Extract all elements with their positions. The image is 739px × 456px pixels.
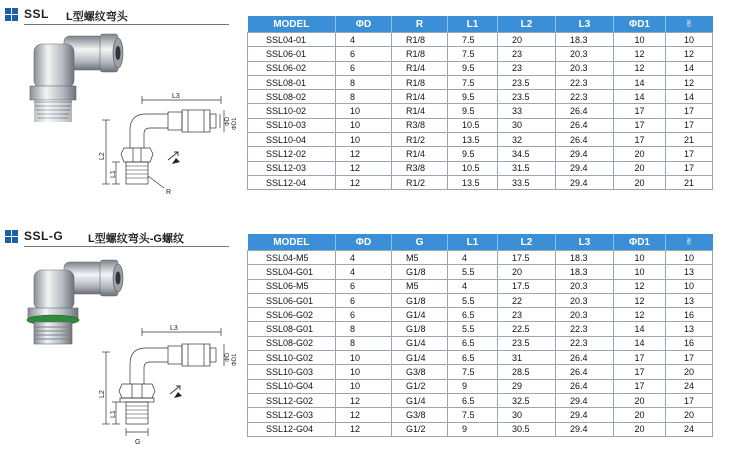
table-cell: 7.5 <box>448 365 498 379</box>
table-cell: SSL08-01 <box>248 75 336 89</box>
table-row <box>248 147 713 161</box>
table-cell: M5 <box>392 279 448 293</box>
dim-l2-label: L2 <box>99 152 106 160</box>
table-cell: G1/4 <box>392 308 448 322</box>
table-cell: 6.5 <box>448 308 498 322</box>
table-cell: R1/4 <box>392 147 448 161</box>
table-cell: SSL10-03 <box>248 118 336 132</box>
table-cell: 18.3 <box>556 265 614 279</box>
table-cell: 17 <box>614 133 666 147</box>
table-cell: R3/8 <box>392 161 448 175</box>
table-cell: R1/4 <box>392 104 448 118</box>
table-cell: SSL04-01 <box>248 33 336 47</box>
table-cell: R1/8 <box>392 75 448 89</box>
table-cell: 17 <box>666 104 713 118</box>
table-cell: 23.5 <box>498 90 556 104</box>
section-marker-icon <box>5 15 11 21</box>
table-cell: 20 <box>614 408 666 422</box>
dim-d1-label: ΦD1 <box>232 117 238 130</box>
table-row <box>248 175 713 189</box>
table-cell: 6.5 <box>448 336 498 350</box>
table-cell: 14 <box>666 61 713 75</box>
table-cell: 10.5 <box>448 161 498 175</box>
table-cell: 26.4 <box>556 118 614 132</box>
table-cell: 10 <box>666 33 713 47</box>
table-cell: 20 <box>614 175 666 189</box>
table-cell: G1/8 <box>392 293 448 307</box>
table-cell: 29.4 <box>556 393 614 407</box>
table-cell: 26.4 <box>556 379 614 393</box>
table-cell: 6 <box>336 293 392 307</box>
table-cell: M5 <box>392 251 448 265</box>
table-cell: G3/8 <box>392 365 448 379</box>
table-cell: R1/2 <box>392 175 448 189</box>
table-cell: 6 <box>336 308 392 322</box>
section-name: L型螺纹弯头-G螺纹 <box>88 233 184 245</box>
table-cell: 13 <box>666 265 713 279</box>
spec-table-ssl <box>247 16 713 190</box>
section-marker-icon <box>12 8 18 14</box>
col-header-d1: ΦD1 <box>614 16 666 33</box>
table-cell: 20 <box>614 147 666 161</box>
table-cell: 12 <box>666 75 713 89</box>
table-cell: 4 <box>336 33 392 47</box>
table-cell: 9 <box>448 422 498 436</box>
table-cell: 23.5 <box>498 75 556 89</box>
table-cell: 18.3 <box>556 251 614 265</box>
table-cell: R1/8 <box>392 47 448 61</box>
col-header-model: MODEL <box>248 16 336 33</box>
table-cell: SSL12-G03 <box>248 408 336 422</box>
col-header-l3: L3 <box>556 16 614 33</box>
table-cell: 13 <box>666 322 713 336</box>
table-cell: 13.5 <box>448 133 498 147</box>
table-cell: SSL04-G01 <box>248 265 336 279</box>
table-cell: 30.5 <box>498 422 556 436</box>
table-cell: 10 <box>336 133 392 147</box>
table-cell: 23 <box>498 47 556 61</box>
table-cell: SSL10-04 <box>248 133 336 147</box>
table-cell: 8 <box>336 90 392 104</box>
table-cell: 6 <box>336 47 392 61</box>
table-row <box>248 293 713 307</box>
table-cell: 6.5 <box>448 393 498 407</box>
table-cell: 10 <box>336 118 392 132</box>
table-cell: 10 <box>336 104 392 118</box>
table-cell: 30 <box>498 118 556 132</box>
table-cell: 29.4 <box>556 175 614 189</box>
table-cell: 18.3 <box>556 33 614 47</box>
table-row <box>248 118 713 132</box>
col-header-l1: L1 <box>448 16 498 33</box>
table-cell: SSL12-02 <box>248 147 336 161</box>
table-cell: 17 <box>666 393 713 407</box>
dim-l2-label: L2 <box>99 390 106 398</box>
table-cell: 30 <box>498 408 556 422</box>
table-cell: 17 <box>614 104 666 118</box>
table-cell: 12 <box>614 308 666 322</box>
table-cell: 4 <box>448 251 498 265</box>
section-divider <box>24 246 229 247</box>
table-cell: 20 <box>666 365 713 379</box>
table-row <box>248 90 713 104</box>
table-row <box>248 422 713 436</box>
table-cell: SSL06-01 <box>248 47 336 61</box>
table-cell: G1/2 <box>392 422 448 436</box>
table-cell: SSL10-G02 <box>248 351 336 365</box>
table-cell: 20.3 <box>556 308 614 322</box>
table-cell: G1/4 <box>392 336 448 350</box>
table-row <box>248 393 713 407</box>
table-cell: 28.5 <box>498 365 556 379</box>
table-cell: G1/4 <box>392 351 448 365</box>
table-cell: 12 <box>336 147 392 161</box>
table-cell: 22.3 <box>556 322 614 336</box>
table-cell: 21 <box>666 175 713 189</box>
table-cell: 17 <box>666 161 713 175</box>
table-cell: 23 <box>498 308 556 322</box>
table-row <box>248 265 713 279</box>
section-divider <box>24 24 229 25</box>
table-cell: 14 <box>666 90 713 104</box>
table-cell: 12 <box>336 408 392 422</box>
table-row <box>248 379 713 393</box>
table-cell: 12 <box>614 293 666 307</box>
table-cell: 20 <box>666 408 713 422</box>
section-name: L型螺纹弯头 <box>66 11 128 23</box>
table-cell: 17.5 <box>498 279 556 293</box>
table-cell: 22.3 <box>556 90 614 104</box>
table-cell: 26.4 <box>556 104 614 118</box>
table-row <box>248 104 713 118</box>
table-cell: SSL08-G01 <box>248 322 336 336</box>
table-cell: 21 <box>666 133 713 147</box>
table-cell: 8 <box>336 75 392 89</box>
table-cell: 17 <box>614 365 666 379</box>
dim-d1-label: ΦD1 <box>232 353 238 366</box>
table-cell: 23 <box>498 61 556 75</box>
table-cell: 8 <box>336 336 392 350</box>
table-cell: 10 <box>614 251 666 265</box>
table-cell: 17 <box>666 118 713 132</box>
table-row <box>248 351 713 365</box>
dim-thread-label: R <box>166 189 172 196</box>
table-cell: 4 <box>336 251 392 265</box>
dim-l1-label: L1 <box>110 410 117 418</box>
table-cell: 17 <box>614 379 666 393</box>
table-cell: SSL08-02 <box>248 90 336 104</box>
table-cell: SSL04-M5 <box>248 251 336 265</box>
table-cell: 31 <box>498 351 556 365</box>
table-cell: 17 <box>666 147 713 161</box>
table-row <box>248 279 713 293</box>
table-cell: 5.5 <box>448 322 498 336</box>
col-header-thread: G <box>392 234 448 251</box>
table-cell: 7.5 <box>448 408 498 422</box>
table-row <box>248 322 713 336</box>
table-cell: 17 <box>614 118 666 132</box>
table-cell: 6 <box>336 61 392 75</box>
col-header-thread: R <box>392 16 448 33</box>
table-cell: 14 <box>614 90 666 104</box>
table-cell: G1/4 <box>392 393 448 407</box>
table-row <box>248 61 713 75</box>
table-cell: 20.3 <box>556 47 614 61</box>
table-cell: 31.5 <box>498 161 556 175</box>
table-cell: 20.3 <box>556 293 614 307</box>
table-cell: 9.5 <box>448 61 498 75</box>
table-cell: 9.5 <box>448 147 498 161</box>
table-cell: 12 <box>336 175 392 189</box>
table-cell: 17 <box>666 351 713 365</box>
table-cell: 22.3 <box>556 336 614 350</box>
table-cell: 22 <box>498 293 556 307</box>
table-cell: 16 <box>666 308 713 322</box>
table-cell: 16 <box>666 336 713 350</box>
table-cell: 20.3 <box>556 279 614 293</box>
section-marker-icon <box>5 230 11 236</box>
table-cell: 20.3 <box>556 61 614 75</box>
table-cell: 29.4 <box>556 161 614 175</box>
table-cell: 14 <box>614 336 666 350</box>
table-cell: R1/4 <box>392 90 448 104</box>
table-cell: 12 <box>614 47 666 61</box>
table-cell: 20 <box>614 161 666 175</box>
dim-l3-label: L3 <box>172 93 180 100</box>
table-cell: 6 <box>336 279 392 293</box>
table-cell: 5.5 <box>448 265 498 279</box>
table-cell: 10.5 <box>448 118 498 132</box>
table-cell: 7.5 <box>448 47 498 61</box>
section-marker-icon <box>5 237 11 243</box>
table-cell: 10 <box>336 365 392 379</box>
table-cell: 12 <box>336 161 392 175</box>
table-cell: 14 <box>614 75 666 89</box>
col-header-wrench-icon: ✌ <box>666 16 713 33</box>
table-cell: G1/2 <box>392 379 448 393</box>
table-cell: 14 <box>614 322 666 336</box>
dim-d-label: ΦD <box>225 352 231 362</box>
table-row <box>248 75 713 89</box>
table-cell: 29 <box>498 379 556 393</box>
table-row <box>248 47 713 61</box>
table-cell: R1/2 <box>392 133 448 147</box>
table-cell: 20 <box>614 393 666 407</box>
table-row <box>248 161 713 175</box>
table-cell: 20 <box>498 33 556 47</box>
section-sslg-header <box>0 226 230 246</box>
table-header-row <box>248 234 713 251</box>
col-header-l1: L1 <box>448 234 498 251</box>
col-header-d1: ΦD1 <box>614 234 666 251</box>
table-cell: R1/8 <box>392 33 448 47</box>
table-cell: 8 <box>336 322 392 336</box>
table-cell: 7.5 <box>448 75 498 89</box>
dim-l1-label: L1 <box>110 170 117 178</box>
col-header-l3: L3 <box>556 234 614 251</box>
table-cell: 22.3 <box>556 75 614 89</box>
table-cell: 29.4 <box>556 408 614 422</box>
col-header-l2: L2 <box>498 234 556 251</box>
table-cell: 9.5 <box>448 90 498 104</box>
table-cell: G1/8 <box>392 265 448 279</box>
table-cell: SSL12-03 <box>248 161 336 175</box>
table-cell: 26.4 <box>556 351 614 365</box>
table-cell: 24 <box>666 422 713 436</box>
table-row <box>248 308 713 322</box>
table-cell: 10 <box>336 379 392 393</box>
table-cell: 17 <box>614 351 666 365</box>
col-header-l2: L2 <box>498 16 556 33</box>
dim-l3-label: L3 <box>170 325 178 332</box>
table-cell: 23.5 <box>498 336 556 350</box>
table-cell: SSL10-G03 <box>248 365 336 379</box>
table-cell: 26.4 <box>556 365 614 379</box>
table-cell: 20 <box>614 422 666 436</box>
table-row <box>248 33 713 47</box>
dim-d-label: ΦD <box>225 116 231 126</box>
table-cell: G3/8 <box>392 408 448 422</box>
dim-thread-label: G <box>135 439 141 446</box>
table-cell: 12 <box>336 393 392 407</box>
table-row <box>248 365 713 379</box>
table-cell: SSL06-G01 <box>248 293 336 307</box>
table-cell: 20 <box>498 265 556 279</box>
table-row <box>248 336 713 350</box>
spec-table-sslg <box>247 234 713 437</box>
table-cell: 10 <box>666 251 713 265</box>
table-cell: 32 <box>498 133 556 147</box>
table-cell: SSL10-02 <box>248 104 336 118</box>
table-cell: G1/8 <box>392 322 448 336</box>
table-cell: 6.5 <box>448 351 498 365</box>
col-header-wrench-icon: ✌ <box>666 234 713 251</box>
section-marker-icon <box>12 230 18 236</box>
table-row <box>248 251 713 265</box>
section-code: SSL-G <box>24 229 64 243</box>
table-cell: SSL08-G02 <box>248 336 336 350</box>
technical-drawing-ssl <box>98 90 238 198</box>
section-ssl-header <box>0 4 230 24</box>
col-header-d: ΦD <box>336 234 392 251</box>
table-cell: 34.5 <box>498 147 556 161</box>
table-cell: SSL12-04 <box>248 175 336 189</box>
table-cell: 4 <box>448 279 498 293</box>
table-cell: SSL06-02 <box>248 61 336 75</box>
technical-drawing-sslg <box>98 322 238 452</box>
table-cell: 29.4 <box>556 147 614 161</box>
table-cell: SSL10-G04 <box>248 379 336 393</box>
table-cell: 12 <box>666 47 713 61</box>
table-cell: 13 <box>666 293 713 307</box>
table-cell: 9 <box>448 379 498 393</box>
section-marker-icon <box>12 237 18 243</box>
table-cell: 4 <box>336 265 392 279</box>
table-cell: 9.5 <box>448 104 498 118</box>
table-cell: 12 <box>336 422 392 436</box>
section-marker-icon <box>5 8 11 14</box>
table-cell: R1/4 <box>392 61 448 75</box>
table-cell: 24 <box>666 379 713 393</box>
table-cell: 17.5 <box>498 251 556 265</box>
table-cell: 33.5 <box>498 175 556 189</box>
table-header-row <box>248 16 713 33</box>
table-cell: 12 <box>614 61 666 75</box>
table-cell: 10 <box>614 33 666 47</box>
table-cell: SSL06-G02 <box>248 308 336 322</box>
table-row <box>248 133 713 147</box>
table-cell: 5.5 <box>448 293 498 307</box>
table-cell: 10 <box>336 351 392 365</box>
table-cell: 22.5 <box>498 322 556 336</box>
table-cell: 13.5 <box>448 175 498 189</box>
table-row <box>248 408 713 422</box>
table-cell: 7.5 <box>448 33 498 47</box>
table-cell: SSL12-G02 <box>248 393 336 407</box>
table-cell: R3/8 <box>392 118 448 132</box>
table-cell: SSL12-G04 <box>248 422 336 436</box>
table-cell: 12 <box>614 279 666 293</box>
table-cell: SSL06-M5 <box>248 279 336 293</box>
table-cell: 10 <box>666 279 713 293</box>
table-cell: 32.5 <box>498 393 556 407</box>
col-header-model: MODEL <box>248 234 336 251</box>
section-marker-icon <box>12 15 18 21</box>
table-cell: 26.4 <box>556 133 614 147</box>
col-header-d: ΦD <box>336 16 392 33</box>
table-cell: 10 <box>614 265 666 279</box>
section-code: SSL <box>24 7 49 21</box>
table-cell: 33 <box>498 104 556 118</box>
table-cell: 29.4 <box>556 422 614 436</box>
